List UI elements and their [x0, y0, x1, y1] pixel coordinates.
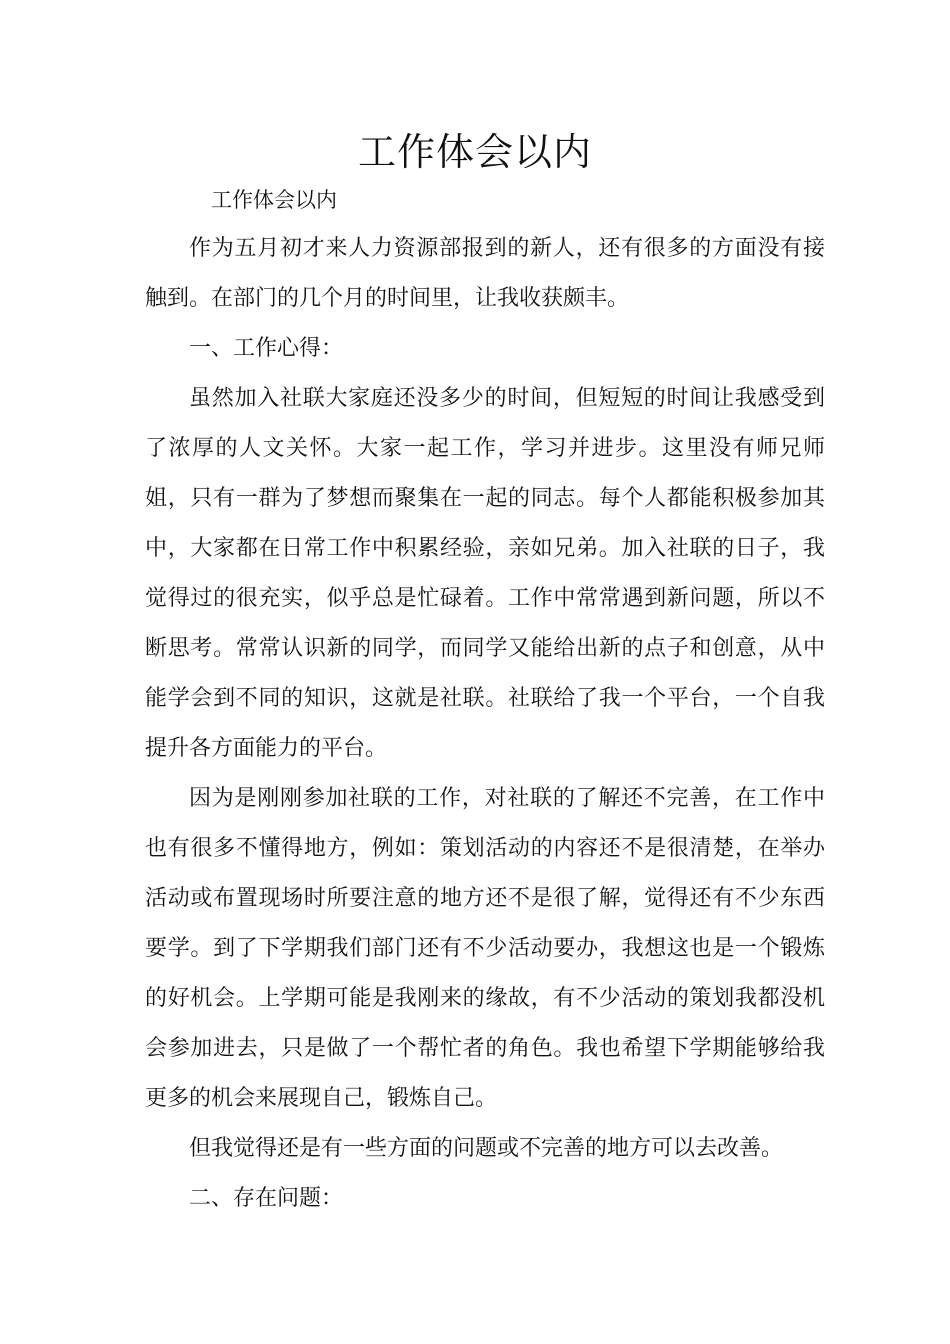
experience-paragraph-2: 因为是刚刚参加社联的工作，对社联的了解还不完善，在工作中也有很多不懂得地方，例如：策划活动的内容还不是很清楚，在举办活动或布置现场时所要注意的地方还不是很了解，觉得还有不少东西要学。到了下学期我们部门还有不少活动要办，我想这也是一个锻炼的好机会。上学期可能是我刚来的缘故，有不少活动的策划我都没机会参加进去，只是做了一个帮忙者的角色。我也希望下学期能够给我更多的机会来展现自己，锻炼自己。	[145, 786, 825, 1111]
improvement-paragraph: 但我觉得还是有一些方面的问题或不完善的地方可以去改善。	[189, 1136, 784, 1161]
intro-paragraph: 作为五月初才来人力资源部报到的新人，还有很多的方面没有接触到。在部门的几个月的时间里，让我收获颇丰。	[145, 236, 825, 311]
document-body	[145, 176, 825, 1224]
document-title: 工作体会以内	[357, 130, 592, 174]
document-subtitle: 工作体会以内	[211, 188, 337, 212]
experience-paragraph-1: 虽然加入社联大家庭还没多少的时间，但短短的时间让我感受到了浓厚的人文关怀。大家一起工作，学习并进步。这里没有师兄师姐，只有一群为了梦想而聚集在一起的同志。每个人都能积极参加其中，大家都在日常工作中积累经验，亲如兄弟。加入社联的日子，我觉得过的很充实，似乎总是忙碌着。工作中常常遇到新问题，所以不断思考。常常认识新的同学，而同学又能给出新的点子和创意，从中能学会到不同的知识，这就是社联。社联给了我一个平台，一个自我提升各方面能力的平台。	[145, 386, 825, 761]
section-heading-work-experience: 一、工作心得：	[189, 336, 344, 361]
section-heading-problems: 二、存在问题：	[189, 1186, 344, 1211]
